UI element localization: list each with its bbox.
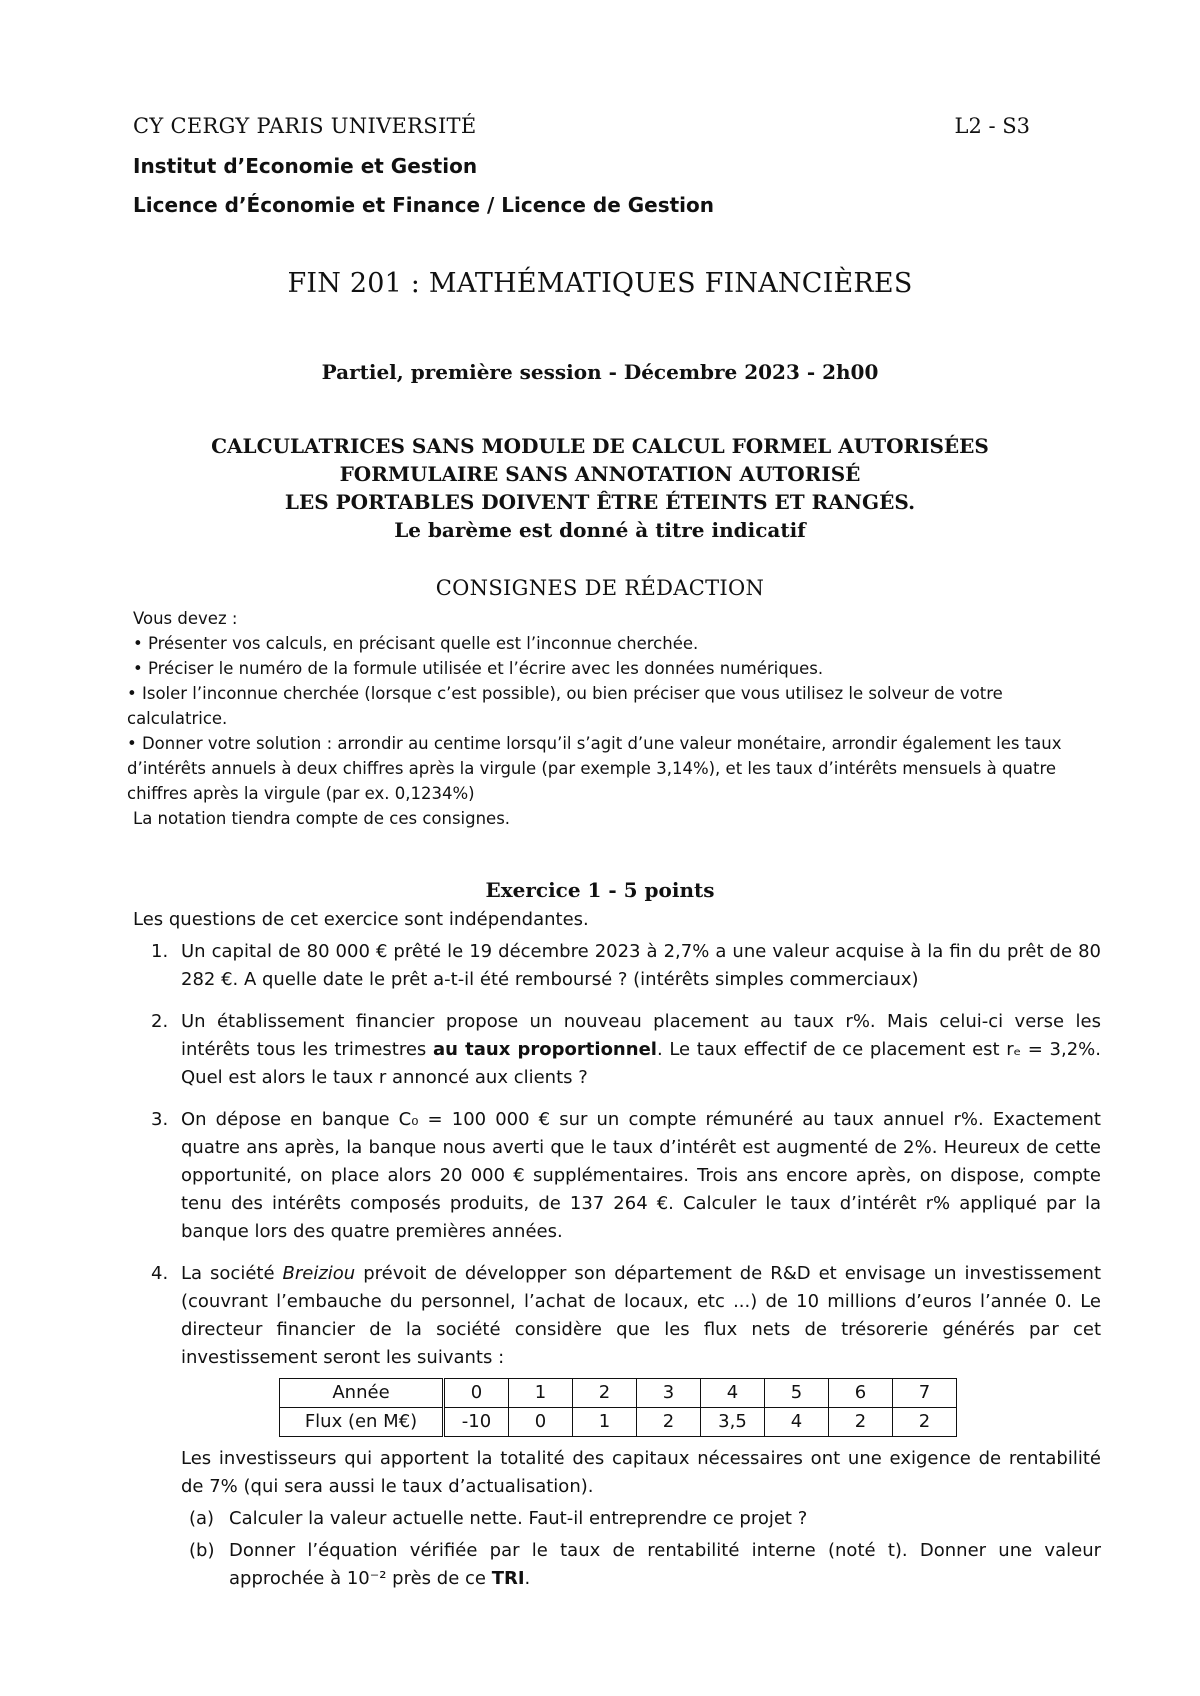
consigne-item: • Donner votre solution : arrondir au centime lorsqu’il s’agit d’une valeur monétaire, arrondir également les taux d’intérêts annuels à deux chiffres après la virgule (par exemple 3,14%), et les taux d’intérêts mensuels à quatre chiffres après la virgule (par ex. 0,1234%): [127, 734, 1062, 803]
consigne-item: • Isoler l’inconnue cherchée (lorsque c’est possible), ou bien préciser que vous utilisez le solveur de votre calculatrice.: [127, 684, 1003, 728]
question-number: 1.: [151, 941, 169, 962]
exercise-intro: Les questions de cet exercice sont indépendantes.: [133, 909, 589, 930]
rule-formulary: FORMULAIRE SANS ANNOTATION AUTORISÉ: [339, 462, 861, 486]
question-text: Un capital de 80 000 € prêté le 19 décembre 2023 à 2,7% a une valeur acquise à la fin du prêt de 80 282 €. A quelle date le prêt a-t-il été remboursé ? (intérêts simples commerciaux): [181, 941, 1101, 990]
flux-cell: 3,5: [701, 1408, 765, 1437]
question-number: 3.: [151, 1109, 169, 1130]
year-cell: 5: [765, 1379, 829, 1408]
rule-phones: LES PORTABLES DOIVENT ÊTRE ÉTEINTS ET RANGÉS.: [284, 490, 916, 514]
subquestion-b: [181, 1537, 1101, 1593]
table-row: [280, 1379, 957, 1408]
question-number: 2.: [151, 1011, 169, 1032]
flux-cell: 2: [893, 1408, 957, 1437]
question-list: [133, 938, 1101, 1593]
year-cell: 2: [573, 1379, 637, 1408]
question-text: Un établissement financier propose un nouveau placement au taux r%. Mais celui-ci verse les intérêts tous les trimestres: [181, 1011, 1101, 1060]
subquestion-end: .: [524, 1568, 531, 1589]
flux-cell: 2: [637, 1408, 701, 1437]
consignes-title: CONSIGNES DE RÉDACTION: [435, 576, 765, 600]
university-name: CY CERGY PARIS UNIVERSITÉ: [133, 114, 477, 138]
year-cell: 3: [637, 1379, 701, 1408]
question-number: 4.: [151, 1263, 169, 1284]
exam-session: Partiel, première session - Décembre 2023 - 2h00: [321, 360, 879, 384]
exercise-body: [133, 906, 1101, 1593]
consigne-item: • Présenter vos calculs, en précisant quelle est l’inconnue cherchée.: [133, 634, 699, 653]
consignes-list: [127, 606, 1101, 831]
consigne-item: • Préciser le numéro de la formule utilisée et l’écrire avec les données numériques.: [133, 659, 824, 678]
institute-name: Institut d’Economie et Gestion: [133, 154, 478, 178]
question-4: [133, 1260, 1101, 1593]
question-text: . Le taux effectif de ce placement est rₑ = 3,2%. Quel est alors le taux r annoncé aux clients ?: [181, 1039, 1102, 1088]
year-cell: 6: [829, 1379, 893, 1408]
rule-calculators: CALCULATRICES SANS MODULE DE CALCUL FORMEL AUTORISÉES: [211, 434, 989, 458]
flux-cell: 0: [509, 1408, 573, 1437]
subquestion-label: (b): [189, 1540, 215, 1561]
row-header-year: Année: [280, 1379, 444, 1408]
licence-name: Licence d’Économie et Finance / Licence de Gestion: [133, 193, 715, 217]
consignes-intro: Vous devez :: [133, 609, 238, 628]
flux-cell: 4: [765, 1408, 829, 1437]
subquestion-text: Calculer la valeur actuelle nette. Faut-il entreprendre ce projet ?: [229, 1508, 808, 1529]
subquestion-text: Donner l’équation vérifiée par le taux de rentabilité interne (noté t). Donner une valeur approchée à 10⁻² près de ce: [229, 1540, 1101, 1589]
year-cell: 1: [509, 1379, 573, 1408]
year-cell: 7: [893, 1379, 957, 1408]
question-text: prévoit de développer son département de R&D et envisage un investissement (couvrant l’embauche du personnel, l’achat de locaux, etc ...) de 10 millions d’euros l’année 0. Le directeur financier de la société considère que les flux nets de trésorerie générés par cet investissement seront les suivants :: [181, 1263, 1102, 1368]
rule-grading: Le barème est donné à titre indicatif: [394, 518, 806, 542]
subquestion-label: (a): [189, 1508, 215, 1529]
flux-cell: -10: [444, 1408, 509, 1437]
company-name: Breiziou: [282, 1263, 356, 1284]
course-level: L2 - S3: [954, 114, 1030, 138]
subquestion-emphasis: TRI: [491, 1568, 525, 1589]
exam-title: FIN 201 : MATHÉMATIQUES FINANCIÈRES: [287, 268, 913, 299]
row-header-flux: Flux (en M€): [280, 1408, 444, 1437]
table-row: [280, 1408, 957, 1437]
exercise-title: Exercice 1 - 5 points: [485, 878, 715, 902]
year-cell: 4: [701, 1379, 765, 1408]
consignes-footer: La notation tiendra compte de ces consignes.: [133, 809, 511, 828]
flux-cell: 1: [573, 1408, 637, 1437]
year-cell: 0: [444, 1379, 509, 1408]
question-text: La société: [181, 1263, 283, 1284]
question-text: On dépose en banque C₀ = 100 000 € sur un compte rémunéré au taux annuel r%. Exactement quatre ans après, la banque nous averti que le taux d’intérêt est augmenté de 2%. Heureux de cette opportunité, on place alors 20 000 € supplémentaires. Trois ans encore après, on dispose, compte tenu des intérêts composés produits, de 137 264 €. Calculer le taux d’intérêt r% appliqué par la banque lors des quatre premières années.: [181, 1109, 1101, 1242]
question-emphasis: au taux proportionnel: [432, 1039, 657, 1060]
flux-cell: 2: [829, 1408, 893, 1437]
question-1: [133, 938, 1101, 994]
question-2: [133, 1008, 1101, 1092]
question-3: [133, 1106, 1101, 1246]
question-text: Les investisseurs qui apportent la totalité des capitaux nécessaires ont une exigence de rentabilité de 7% (qui sera aussi le taux d’actualisation).: [181, 1448, 1101, 1497]
cashflow-table: [279, 1378, 957, 1437]
subquestion-a: [181, 1505, 1101, 1533]
